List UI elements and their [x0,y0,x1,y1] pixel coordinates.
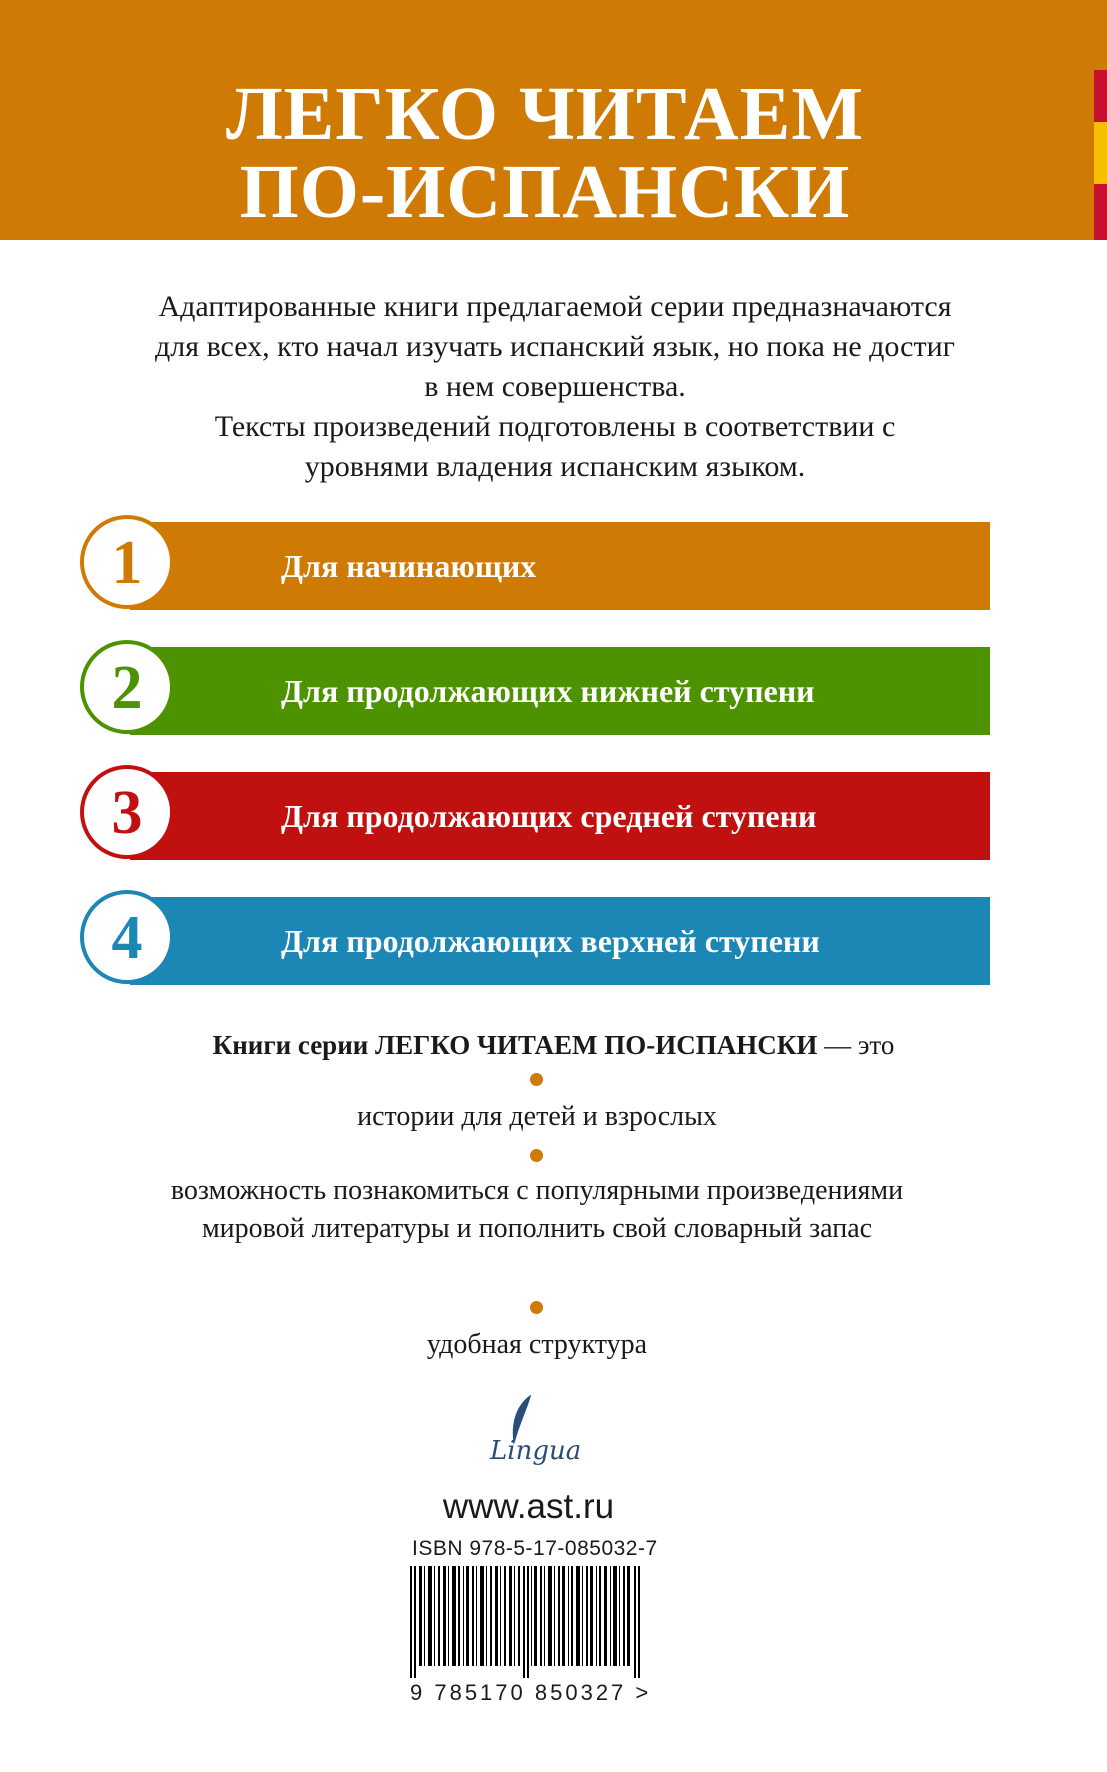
intro-text [40,287,1070,487]
level-1-badge [80,515,174,609]
bullet-dot [530,1073,543,1086]
level-1-label: Для начинающих [281,548,537,584]
level-4-badge [80,890,174,984]
level-2-label: Для продолжающих нижней ступени [281,673,815,709]
barcode-digits: 9 785170 850327 > [410,1680,652,1705]
level-1-row [80,511,990,611]
level-3-label: Для продолжающих средней ступени [281,798,817,834]
level-3-badge [80,765,174,859]
feature-item-2: возможность познакомиться с популярными произведениями мировой литературы и пополнить свой словарный запас [170,1175,904,1244]
level-4-bar [130,897,990,985]
level-1-number: 1 [111,529,143,597]
website-url: www.ast.ru [442,1487,615,1526]
logo-text: Lingua [490,1436,582,1466]
lingua-logo [470,1388,610,1488]
series-heading-text: Книги серии ЛЕГКО ЧИТАЕМ ПО-ИСПАНСКИ [212,1030,818,1060]
feature-item-1: истории для детей и взрослых [357,1101,717,1132]
header-banner [0,0,1107,240]
series-title-line2: ПО-ИСПАНСКИ [239,150,851,234]
flag-stripe-yellow [1094,122,1107,184]
level-3-bar [130,772,990,860]
series-title-line1: ЛЕГКО ЧИТАЕМ [225,72,865,156]
level-3-row [80,761,990,861]
series-heading-suffix: — это [817,1030,895,1060]
level-3-number: 3 [111,779,143,847]
level-2-number: 2 [111,654,143,722]
feature-item-3: удобная структура [426,1329,648,1360]
level-1-bar [130,522,990,610]
series-description-heading [0,1025,1107,1065]
intro-paragraph-2: Тексты произведений подготовлены в соответствии с уровнями владения испанским языком. [214,410,896,483]
intro-paragraph-1: Адаптированные книги предлагаемой серии предназначаются для всех, кто начал изучать испанский язык, но пока не достиг в нем совершенства. [155,290,955,403]
flag-stripe-red-top [1094,70,1107,122]
level-4-row [80,886,990,986]
level-2-badge [80,640,174,734]
barcode [410,1566,644,1678]
level-4-number: 4 [111,904,143,972]
level-2-bar [130,647,990,735]
bullet-dot [530,1301,543,1314]
level-2-row [80,636,990,736]
flag-stripe-red-bottom [1094,184,1107,240]
bullet-dot [530,1149,543,1162]
isbn-number: ISBN 978-5-17-085032-7 [412,1537,658,1560]
level-4-label: Для продолжающих верхней ступени [281,923,820,959]
